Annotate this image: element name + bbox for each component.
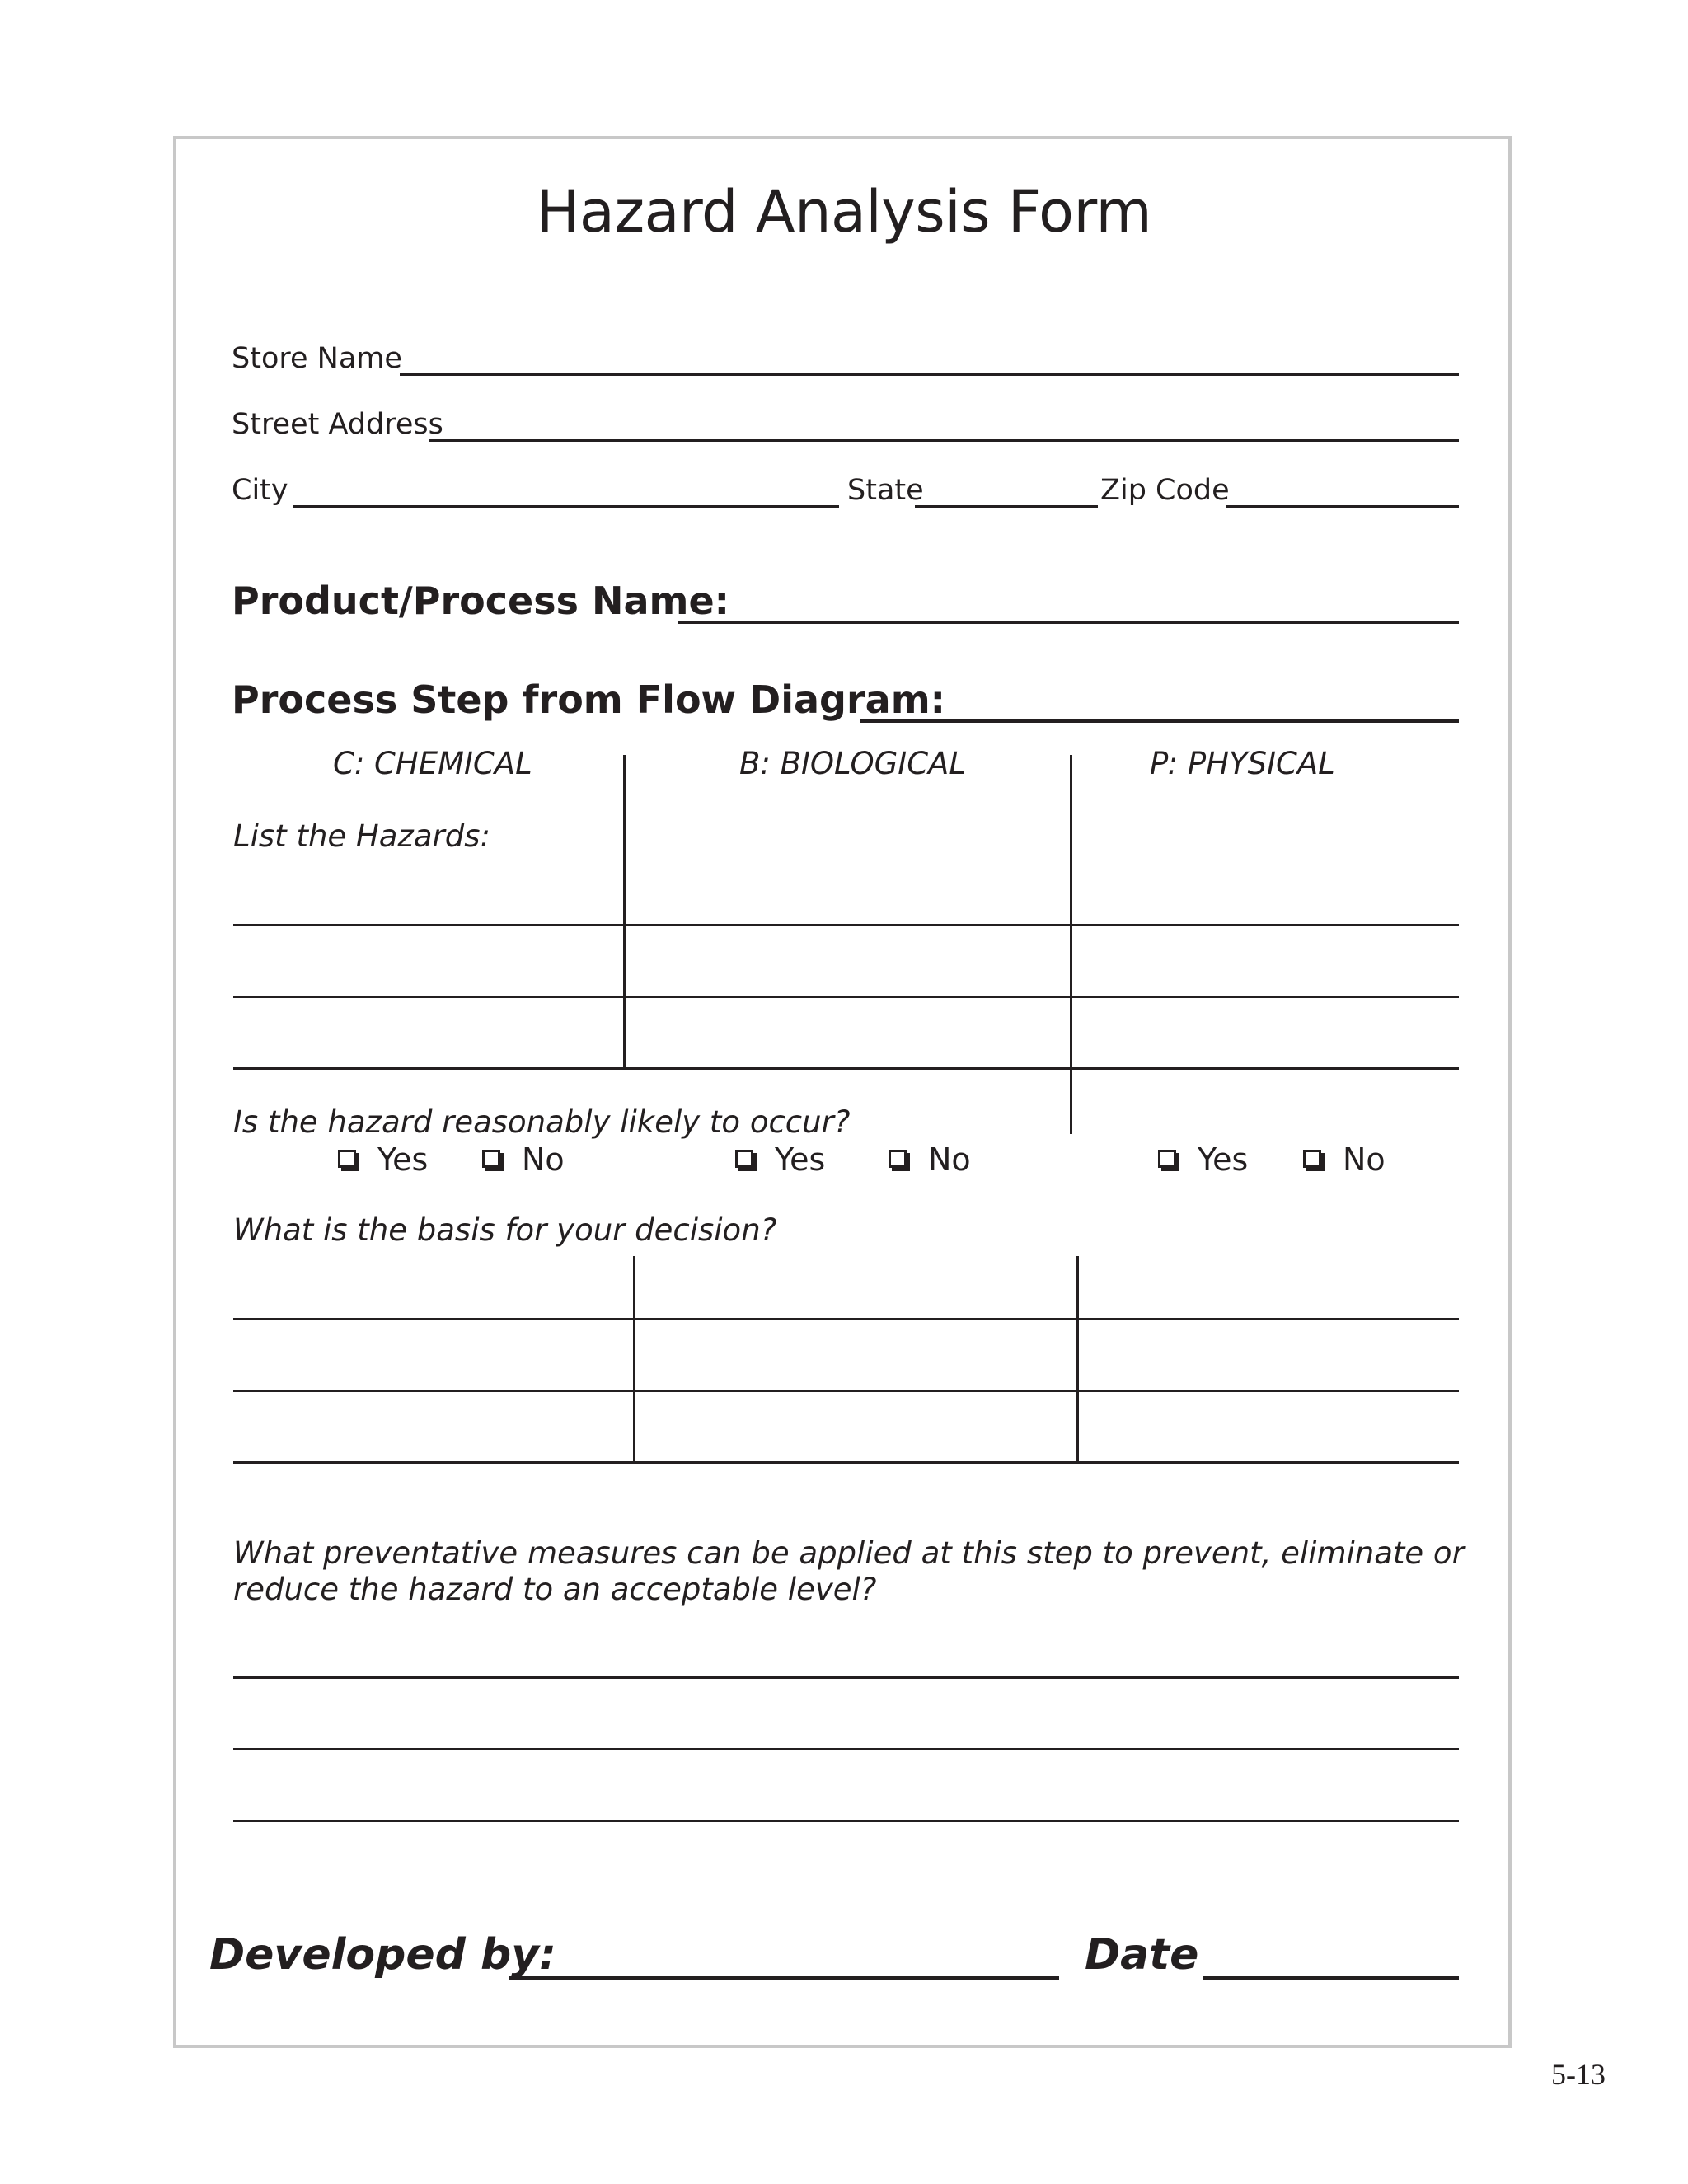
hazard-row-line-1[interactable] [233,924,1459,926]
form-title: Hazard Analysis Form [536,178,1152,246]
process-step-label: Process Step from Flow Diagram: [232,677,946,722]
basis-question: What is the basis for your decision? [233,1212,777,1248]
checkbox-icon [482,1150,500,1168]
page-number: 5-13 [1551,2058,1606,2091]
checkbox-icon [338,1150,356,1168]
hazard-row-line-3[interactable] [233,1067,1459,1070]
no-label: No [522,1141,565,1178]
basis-row-line-2[interactable] [233,1390,1459,1392]
column-chemical: C: CHEMICAL [333,746,532,781]
product-process-name-label: Product/Process Name: [232,579,730,623]
basis-row-line-3[interactable] [233,1461,1459,1464]
no-label: No [928,1141,971,1178]
checkbox-icon [1303,1150,1321,1168]
date-field[interactable] [1203,1976,1459,1980]
city-field[interactable] [293,505,839,508]
likely-question: Is the hazard reasonably likely to occur? [233,1104,851,1140]
biological-no-checkbox[interactable] [889,1141,971,1178]
state-field[interactable] [915,505,1098,508]
date-label: Date [1085,1930,1199,1980]
hazard-divider-2 [1070,755,1072,1134]
hazard-divider-1 [623,755,626,1070]
yes-label: Yes [377,1141,429,1178]
zip-code-label: Zip Code [1100,474,1230,507]
list-hazards-label: List the Hazards: [233,818,490,854]
yes-label: Yes [1198,1141,1249,1178]
checkbox-icon [1158,1150,1176,1168]
hazard-row-line-2[interactable] [233,996,1459,998]
street-address-label: Street Address [232,408,443,441]
preventive-line-3[interactable] [233,1820,1459,1822]
process-step-field[interactable] [860,719,1459,723]
preventive-question-line-1: What preventative measures can be applied at this step to prevent, eliminate or [233,1535,1465,1571]
column-biological: B: BIOLOGICAL [739,746,966,781]
checkbox-icon [889,1150,907,1168]
physical-yes-checkbox[interactable] [1158,1141,1249,1178]
city-label: City [232,474,288,507]
preventive-line-1[interactable] [233,1676,1459,1679]
physical-no-checkbox[interactable] [1303,1141,1386,1178]
street-address-field[interactable] [429,439,1459,442]
biological-yes-checkbox[interactable] [735,1141,826,1178]
preventive-line-2[interactable] [233,1748,1459,1750]
chemical-yes-checkbox[interactable] [338,1141,429,1178]
checkbox-icon [735,1150,753,1168]
developed-by-field[interactable] [509,1976,1059,1980]
chemical-no-checkbox[interactable] [482,1141,565,1178]
zip-code-field[interactable] [1226,505,1459,508]
store-name-label: Store Name [232,342,402,375]
developed-by-label: Developed by: [209,1930,556,1980]
basis-row-line-1[interactable] [233,1318,1459,1320]
yes-label: Yes [775,1141,826,1178]
product-process-name-field[interactable] [678,621,1459,624]
state-label: State [847,474,924,507]
basis-divider-2 [1076,1256,1079,1463]
column-physical: P: PHYSICAL [1150,746,1335,781]
basis-divider-1 [633,1256,635,1463]
preventive-question-line-2: reduce the hazard to an acceptable level? [233,1572,877,1607]
no-label: No [1343,1141,1386,1178]
store-name-field[interactable] [400,373,1459,376]
